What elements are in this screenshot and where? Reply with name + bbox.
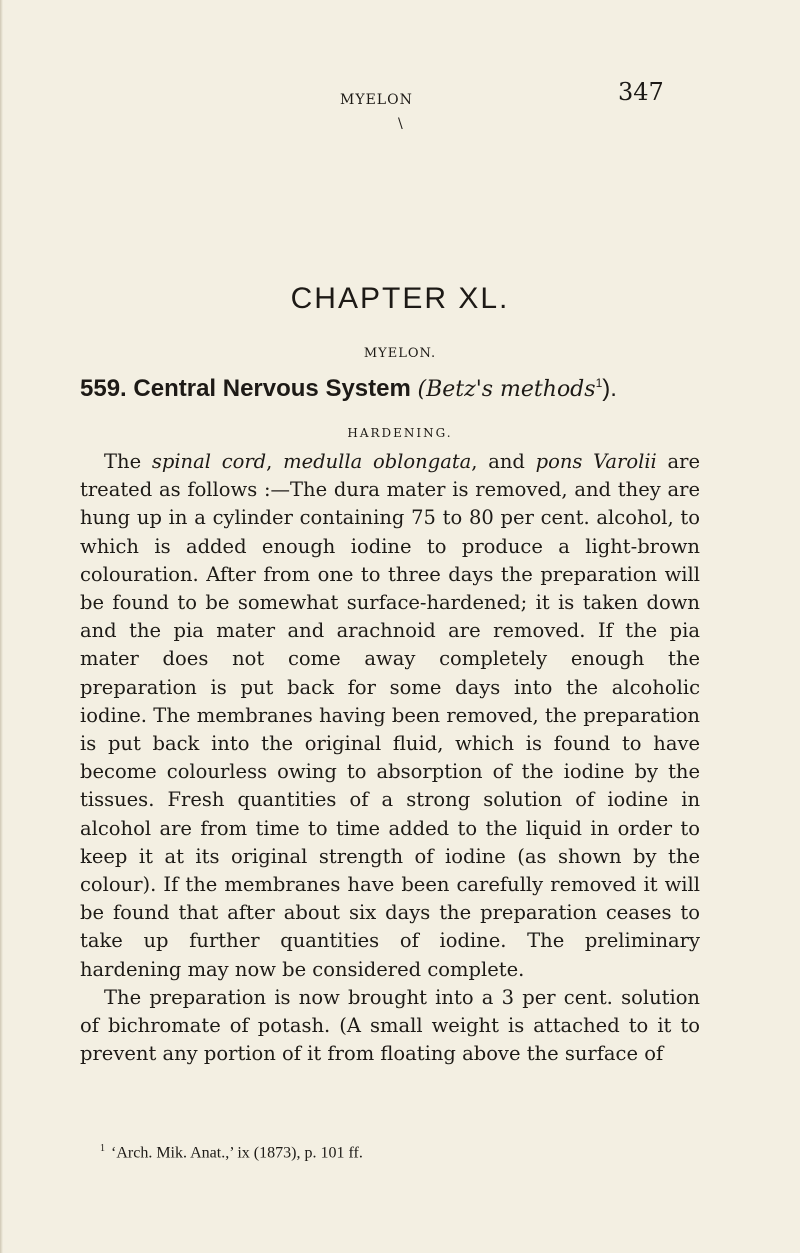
- page-number: 347: [618, 78, 664, 106]
- section-number: 559.: [80, 375, 127, 402]
- running-head: MYELON: [340, 92, 413, 108]
- subheading: HARDENING.: [347, 426, 453, 440]
- italic-term: pons Varolii: [535, 450, 657, 473]
- printer-mark: \: [398, 116, 403, 132]
- section-method: (Betz's methods: [417, 377, 596, 402]
- body-text: [80, 448, 700, 1068]
- chapter-subtitle: MYELON.: [363, 346, 437, 361]
- footnote: [100, 1143, 363, 1162]
- footnote-reference: 1: [595, 376, 603, 390]
- text-run: are treated as follows :—The dura mater is removed, and they are hung up in a cylinder containing 75 to 80 per cent. alcohol, to which is added enough iodine to produce a light-brown colouration. After from one to three days the preparation will be found to be somewhat surface-hardened; it is taken down and the pia mater and arachnoid are removed. If the pia mater does not come away completely enough the preparation is put back for some days into the alcoholic iodine. The membranes having been removed, the preparation is put back into the original fluid, which is found to have become colourless owing to absorption of the iodine by the tissues. Fresh quantities of a strong solution of iodine in alcohol are from time to time added to the liquid in order to keep it at its original strength of iodine (as shown by the colour). If the membranes have been carefully removed it will be found that after about six days the preparation ceases to take up further quantities of iodine. The preliminary hardening may now be considered complete.: [80, 450, 700, 981]
- text-run: ,: [266, 450, 284, 473]
- paragraph-2: The preparation is now brought into a 3 per cent. solution of bichromate of potash. (A small weight is attached to it to prevent any portion of it from floating above the surface of: [80, 985, 700, 1066]
- italic-term: spinal cord: [151, 450, 267, 473]
- text-run: , and: [471, 450, 536, 473]
- section-method-close: ).: [602, 375, 617, 402]
- italic-term: medulla oblongata: [283, 450, 472, 473]
- page-gutter-shadow: [0, 0, 3, 1253]
- text-run: The: [104, 450, 152, 473]
- section-title: Central Nervous System: [133, 375, 411, 402]
- footnote-text: ‘Arch. Mik. Anat.,’ ix (1873), p. 101 ff.: [111, 1144, 363, 1162]
- chapter-title: CHAPTER XL.: [290, 282, 510, 315]
- section-heading: [80, 375, 617, 403]
- paragraph-1: [80, 448, 700, 984]
- footnote-marker: 1: [100, 1143, 105, 1154]
